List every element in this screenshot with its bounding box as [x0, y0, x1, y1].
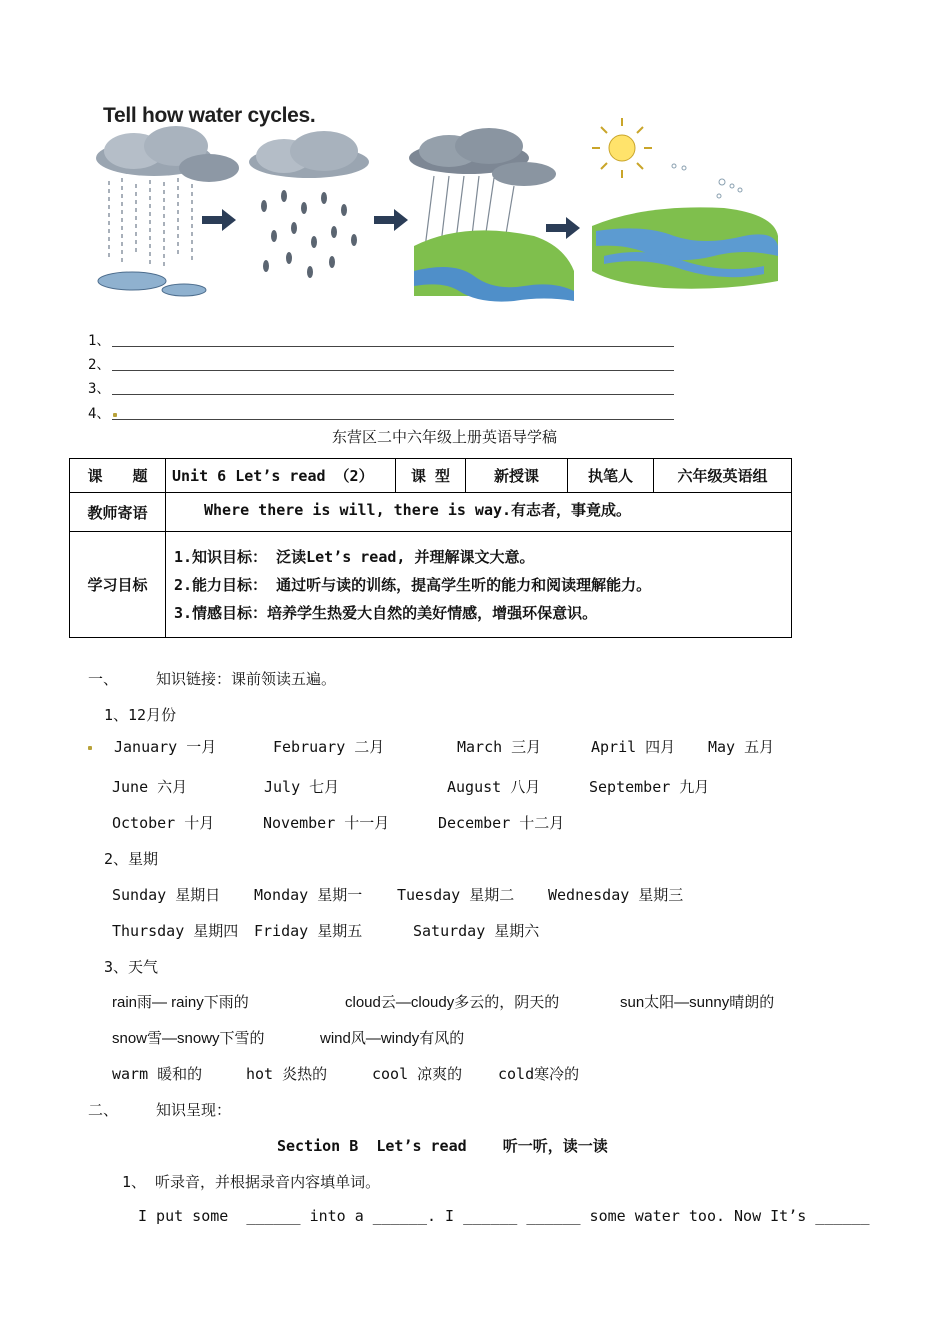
month-item: February 二月 [273, 738, 385, 756]
doc-title: 东营区二中六年级上册英语导学稿 [332, 428, 558, 446]
month-item: June 六月 [112, 778, 188, 796]
storm-river-panel [409, 128, 574, 302]
month-item: December 十二月 [438, 814, 565, 832]
month-item: April 四月 [591, 738, 676, 756]
bullet-mark [88, 746, 92, 750]
type-label: 课 型 [396, 459, 466, 493]
weekday-item: Wednesday 星期三 [548, 886, 684, 904]
month-item: August 八月 [447, 778, 541, 796]
course-value: Unit 6 Let’s read （2） [166, 459, 396, 493]
author-value: 六年级英语组 [654, 459, 792, 493]
author-label: 执笔人 [568, 459, 654, 493]
section1-number: 一、 [88, 670, 119, 688]
goals-label: 学习目标 [70, 532, 166, 638]
goal-emotion: 3.情感目标：培养学生热爱大自然的美好情感，增强环保意识。 [174, 603, 598, 622]
weather-item: rain雨— rainy下雨的 [112, 994, 249, 1011]
arrow-icon [202, 209, 236, 231]
motto-value: Where there is will, there is way.有志者，事竟成。 [166, 493, 792, 532]
weather-item: snow雪—snowy下雪的 [112, 1030, 265, 1047]
goal-knowledge: 1.知识目标： 泛读Let’s read, 并理解课文大意。 [174, 547, 535, 566]
cloud-rain-panel [96, 126, 239, 296]
weather-item: warm 暖和的 [112, 1065, 203, 1083]
answer-number: 3、 [88, 381, 111, 397]
goal-ability: 2.能力目标： 通过听与读的训练，提高学生听的能力和阅读理解能力。 [174, 575, 652, 594]
weekday-item: Friday 星期五 [254, 922, 363, 940]
weekday-item: Saturday 星期六 [413, 922, 540, 940]
month-item: November 十一月 [263, 814, 390, 832]
listening-task: 1、 听录音，并根据录音内容填单词。 [122, 1173, 381, 1191]
weather-heading: 3、天气 [104, 958, 159, 976]
month-item: September 九月 [589, 778, 710, 796]
arrow-icon [546, 217, 580, 239]
answer-number: 1、 [88, 333, 111, 349]
weekday-item: Thursday 星期四 [112, 922, 239, 940]
section2-subtitle: Section B Let’s read 听一听，读一读 [277, 1137, 608, 1155]
section2-heading: 知识呈现： [156, 1101, 232, 1119]
answer-rule [112, 419, 674, 420]
course-label: 课 题 [70, 459, 166, 493]
answer-number: 4、 [88, 406, 111, 422]
raindrops-panel [249, 131, 369, 278]
weekday-item: Sunday 星期日 [112, 886, 221, 904]
answer-rule [112, 394, 674, 395]
weather-item: cold寒冷的 [498, 1065, 580, 1083]
month-item: May 五月 [708, 738, 775, 756]
weekday-item: Monday 星期一 [254, 886, 363, 904]
month-item: July 七月 [264, 778, 340, 796]
fill-in-sentence[interactable]: I put some ______ into a ______. I ______ ______ some water too. Now It’s ______ [138, 1207, 870, 1225]
weather-item: wind风—windy有风的 [320, 1030, 465, 1047]
month-item: October 十月 [112, 814, 215, 832]
sunny-river-panel [592, 118, 778, 289]
lesson-info-table [69, 458, 792, 638]
section2-number: 二、 [88, 1101, 119, 1119]
weekday-item: Tuesday 星期二 [397, 886, 515, 904]
answer-number: 2、 [88, 357, 111, 373]
week-heading: 2、星期 [104, 850, 159, 868]
month-item: January 一月 [114, 738, 217, 756]
answer-rule [112, 346, 674, 347]
weather-item: cool 凉爽的 [372, 1065, 463, 1083]
weather-item: hot 炎热的 [246, 1065, 328, 1083]
motto-label: 教师寄语 [70, 493, 166, 532]
bullet-mark [113, 413, 117, 417]
answer-rule [112, 370, 674, 371]
weather-item: cloud云—cloudy多云的，阴天的 [345, 994, 560, 1011]
section1-heading: 知识链接：课前领读五遍。 [156, 670, 337, 688]
goals-cell [166, 532, 792, 638]
months-heading: 1、12月份 [104, 706, 177, 724]
arrow-icon [374, 209, 408, 231]
illustration-title: Tell how water cycles. [103, 104, 316, 127]
weather-item: sun太阳—sunny晴朗的 [620, 994, 775, 1011]
type-value: 新授课 [466, 459, 568, 493]
month-item: March 三月 [457, 738, 542, 756]
